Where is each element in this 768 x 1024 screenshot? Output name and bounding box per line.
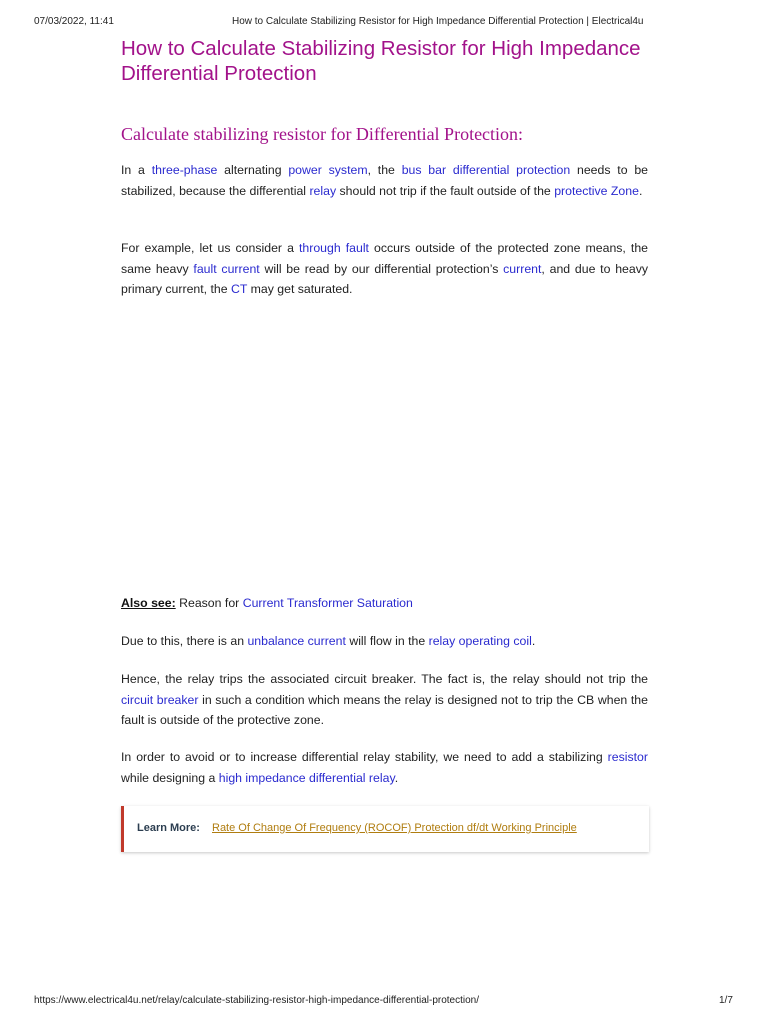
- learn-more-label: Learn More:: [137, 822, 200, 834]
- text: , the: [367, 163, 402, 177]
- link-bus-bar-differential-protection[interactable]: bus bar differential protection: [401, 163, 571, 177]
- link-three-phase[interactable]: three-phase: [151, 163, 218, 177]
- link-relay-operating-coil[interactable]: relay operating coil: [428, 634, 532, 648]
- page-title: How to Calculate Stabilizing Resistor for High Impedance Differential Protection: [121, 37, 641, 85]
- print-header-datetime: 07/03/2022, 11:41: [34, 16, 114, 27]
- text: may get saturated.: [247, 282, 353, 297]
- section-subheading: Calculate stabilizing resistor for Differential Protection:: [121, 124, 524, 144]
- link-resistor[interactable]: resistor: [607, 750, 648, 764]
- link-ct[interactable]: CT: [231, 282, 248, 297]
- link-circuit-breaker[interactable]: circuit breaker: [121, 692, 199, 707]
- link-through-fault[interactable]: through fault: [298, 241, 369, 255]
- text: , and due to heavy primary current, the: [121, 261, 649, 297]
- text: will flow in the: [345, 634, 429, 648]
- print-footer-page-number: 1/7: [719, 995, 733, 1006]
- text: Due to this, there is an: [121, 634, 248, 648]
- text: alternating: [217, 163, 289, 177]
- link-relay[interactable]: relay: [309, 183, 337, 198]
- link-current[interactable]: current: [503, 261, 542, 276]
- text: For example, let us consider a: [121, 241, 299, 255]
- text: .: [394, 770, 399, 785]
- text: .: [638, 183, 643, 198]
- print-header-title: How to Calculate Stabilizing Resistor for High Impedance Differential Protection | Electrical4u: [232, 16, 644, 27]
- text: In order to avoid or to increase differential relay stability, we need to add a stabilizing: [121, 750, 608, 764]
- learn-more-box: [121, 806, 649, 852]
- print-footer-url: https://www.electrical4u.net/relay/calculate-stabilizing-resistor-high-impedance-differential-protection/: [34, 995, 480, 1006]
- text: will be read by our differential protection’s: [259, 261, 504, 276]
- text: in such a condition which means the relay is designed not to trip the CB when the fault is outside of the protective zone.: [121, 692, 648, 728]
- text: In a: [121, 163, 152, 177]
- paragraph-also-see: [121, 593, 648, 614]
- link-power-system[interactable]: power system: [288, 163, 368, 177]
- also-see-label: Also see:: [121, 596, 176, 610]
- link-fault-current[interactable]: fault current: [193, 261, 260, 276]
- learn-more-link[interactable]: Rate Of Change Of Frequency (ROCOF) Protection df/dt Working Principle: [212, 822, 577, 834]
- link-current-transformer-saturation[interactable]: Current Transformer Saturation: [242, 596, 413, 610]
- text: Reason for: [175, 596, 243, 610]
- text: should not trip if the fault outside of the: [336, 183, 555, 198]
- link-high-impedance-differential-relay[interactable]: high impedance differential relay: [218, 770, 395, 785]
- text: .: [531, 634, 536, 648]
- paragraph-intro: [121, 160, 648, 201]
- text: Hence, the relay trips the associated circuit breaker. The fact is, the relay should not trip the: [121, 672, 648, 686]
- paragraph-stability: [121, 747, 648, 788]
- paragraph-relay-trip: [121, 669, 648, 731]
- paragraph-unbalance: [121, 631, 648, 652]
- text: needs to be stabilized, because the differential: [121, 163, 648, 198]
- link-protective-zone[interactable]: protective Zone: [554, 183, 639, 198]
- paragraph-example: [121, 238, 648, 300]
- text: occurs outside of the protected zone means, the same heavy: [121, 241, 648, 276]
- link-unbalance-current[interactable]: unbalance current: [247, 634, 346, 648]
- text: while designing a: [121, 770, 219, 785]
